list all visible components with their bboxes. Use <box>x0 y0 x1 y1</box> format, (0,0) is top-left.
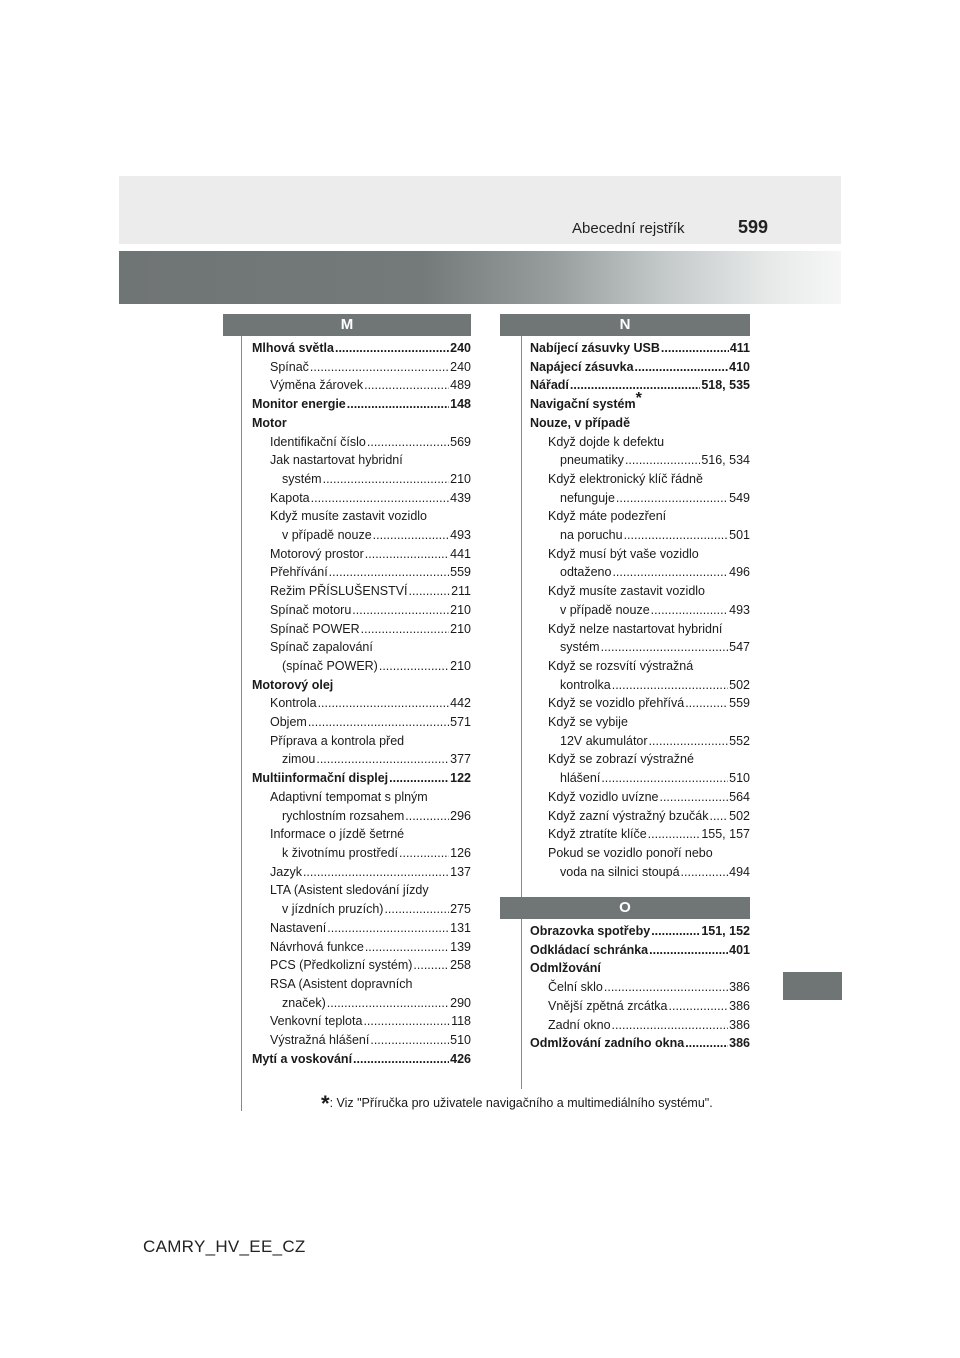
index-list-m <box>252 339 471 1068</box>
entry-term: Když se vozidlo přehřívá <box>548 696 685 711</box>
entry-term: hlášení <box>560 771 601 786</box>
entry-page-ref: 210 <box>450 471 471 486</box>
dot-leader <box>352 601 449 620</box>
dot-leader <box>685 1034 728 1053</box>
entry-page-ref: 122 <box>450 771 471 786</box>
entry-page-ref: 442 <box>450 696 471 711</box>
column-divider-left <box>241 336 242 1111</box>
index-entry <box>252 863 471 882</box>
dot-leader <box>373 526 449 545</box>
entry-term: Napájecí zásuvka <box>530 359 634 374</box>
entry-term: Když se rozsvítí výstražná <box>548 658 694 673</box>
entry-term: Když dojde k defektu <box>548 434 665 449</box>
entry-term: pneumatiky <box>560 453 624 468</box>
index-entry <box>530 563 750 582</box>
index-entry <box>530 978 750 997</box>
entry-page-ref: 410 <box>729 359 750 374</box>
entry-page-ref: 210 <box>450 621 471 636</box>
entry-term: kontrolka <box>560 677 611 692</box>
index-entry <box>530 507 750 526</box>
index-entry <box>530 1016 750 1035</box>
index-entry <box>252 582 471 601</box>
entry-term: Když vozidlo uvízne <box>548 789 659 804</box>
index-entry <box>530 389 750 414</box>
index-entry <box>530 657 750 676</box>
dot-leader <box>681 863 729 882</box>
entry-page-ref: 137 <box>450 864 471 879</box>
entry-term: Nářadí <box>530 378 569 393</box>
entry-term: Odmlžování <box>530 961 601 976</box>
index-entry <box>252 339 471 358</box>
entry-term: Režim PŘÍSLUŠENSTVÍ <box>270 584 408 599</box>
index-entry <box>530 545 750 564</box>
index-entry <box>252 807 471 826</box>
index-entry <box>252 489 471 508</box>
entry-page-ref: 564 <box>729 789 750 804</box>
dot-leader <box>399 844 449 863</box>
entry-term: Spínač zapalování <box>270 640 373 655</box>
page-title: Abecední rejstřík <box>572 220 685 237</box>
entry-term: Identifikační číslo <box>270 434 366 449</box>
entry-page-ref: 501 <box>729 528 750 543</box>
index-entry <box>530 732 750 751</box>
entry-term: Jak nastartovat hybridní <box>270 453 403 468</box>
dot-leader <box>649 941 728 960</box>
dot-leader <box>347 395 449 414</box>
entry-page-ref: 211 <box>451 584 471 599</box>
index-entry <box>252 750 471 769</box>
entry-term: odtaženo <box>560 565 612 580</box>
index-entry <box>252 994 471 1013</box>
entry-term: Když ztratíte klíče <box>548 827 647 842</box>
entry-term: Když máte podezření <box>548 509 667 524</box>
index-entry <box>530 676 750 695</box>
entry-page-ref: 131 <box>450 920 471 935</box>
entry-page-ref: 493 <box>450 528 471 543</box>
index-entry <box>252 900 471 919</box>
dot-leader <box>303 863 449 882</box>
entry-term: Přehřívání <box>270 565 328 580</box>
dot-leader <box>308 713 449 732</box>
entry-page-ref: 139 <box>450 939 471 954</box>
index-entry <box>252 975 471 994</box>
entry-page-ref: 240 <box>450 359 471 374</box>
entry-term: Informace o jízdě šetrné <box>270 827 405 842</box>
entry-page-ref: 210 <box>450 658 471 673</box>
entry-term: Když nelze nastartovat hybridní <box>548 621 723 636</box>
entry-page-ref: 496 <box>729 565 750 580</box>
dot-leader <box>624 526 729 545</box>
entry-term: 12V akumulátor <box>560 733 648 748</box>
dot-leader <box>379 657 449 676</box>
entry-term: Adaptivní tempomat s plným <box>270 789 428 804</box>
index-entry <box>530 844 750 863</box>
index-entry <box>252 881 471 900</box>
entry-page-ref: 290 <box>450 995 471 1010</box>
entry-term: Vnější zpětná zrcátka <box>548 998 668 1013</box>
entry-term: Když musí být vaše vozidlo <box>548 546 699 561</box>
index-entry <box>252 676 471 695</box>
dot-leader <box>370 1031 449 1050</box>
entry-term: LTA (Asistent sledování jízdy <box>270 883 429 898</box>
dot-leader <box>384 900 449 919</box>
index-entry <box>530 601 750 620</box>
dot-leader <box>361 620 450 639</box>
entry-term: Spínač <box>270 359 309 374</box>
footnote-star: * <box>321 1091 330 1116</box>
entry-term: Multiinformační displej <box>252 771 389 786</box>
entry-page-ref: 155, 157 <box>701 827 750 842</box>
index-entry <box>530 959 750 978</box>
dot-leader <box>651 601 728 620</box>
page-number: 599 <box>738 217 769 237</box>
entry-term: Kapota <box>270 490 310 505</box>
entry-term: nefunguje <box>560 490 615 505</box>
entry-term: v jízdních pruzích) <box>282 902 384 917</box>
entry-term: systém <box>282 471 322 486</box>
entry-term: Obrazovka spotřeby <box>530 924 651 938</box>
footnote-marker: * <box>635 389 642 407</box>
entry-term: RSA (Asistent dopravních <box>270 976 413 991</box>
dot-leader <box>685 694 728 713</box>
section-header-n: N <box>500 314 750 336</box>
index-entry <box>252 507 471 526</box>
dot-leader <box>365 545 449 564</box>
entry-page-ref: 559 <box>729 696 750 711</box>
entry-term: Mytí a voskování <box>252 1051 353 1066</box>
index-entry <box>252 844 471 863</box>
dot-leader <box>389 769 449 788</box>
index-entry <box>530 339 750 358</box>
index-entry <box>252 956 471 975</box>
entry-page-ref: 377 <box>450 752 471 767</box>
index-entry <box>252 395 471 414</box>
index-entry <box>530 451 750 470</box>
entry-term: Čelní sklo <box>548 980 603 995</box>
entry-page-ref: 386 <box>729 1017 750 1032</box>
dot-leader <box>327 994 449 1013</box>
index-entry <box>530 750 750 769</box>
entry-page-ref: 386 <box>729 1036 750 1051</box>
index-entry <box>252 694 471 713</box>
entry-term: Zadní okno <box>548 1017 611 1032</box>
entry-page-ref: 493 <box>729 602 750 617</box>
entry-term: Výstražná hlášení <box>270 1033 370 1048</box>
entry-term: Když se zobrazí výstražné <box>548 752 694 767</box>
dot-leader <box>651 922 700 941</box>
entry-term: Když zazní výstražný bzučák <box>548 808 709 823</box>
dot-leader <box>353 1050 449 1069</box>
entry-term: Když musíte zastavit vozidlo <box>270 509 428 524</box>
entry-term: Příprava a kontrola před <box>270 733 405 748</box>
entry-term: Kontrola <box>270 696 317 711</box>
entry-page-ref: 401 <box>729 942 750 957</box>
entry-page-ref: 126 <box>450 845 471 860</box>
section-header-o: O <box>500 897 750 919</box>
index-entry <box>252 769 471 788</box>
index-entry <box>252 938 471 957</box>
entry-page-ref: 151, 152 <box>701 924 750 938</box>
entry-term: PCS (Předkolizní systém) <box>270 958 413 973</box>
dot-leader <box>616 489 728 508</box>
entry-page-ref: 386 <box>729 980 750 995</box>
index-entry <box>530 489 750 508</box>
entry-term: voda na silnici stoupá <box>560 864 680 879</box>
entry-term: Jazyk <box>270 864 302 879</box>
entry-term: Pokud se vozidlo ponoří nebo <box>548 845 713 860</box>
index-entry <box>252 1050 471 1069</box>
dot-leader <box>649 732 729 751</box>
index-entry <box>530 941 750 960</box>
index-entry <box>530 788 750 807</box>
index-entry <box>530 470 750 489</box>
entry-term: Návrhová funkce <box>270 939 364 954</box>
entry-page-ref: 569 <box>450 434 471 449</box>
dot-leader <box>604 978 728 997</box>
index-entry <box>530 1034 750 1053</box>
dot-leader <box>625 451 700 470</box>
entry-term: Když elektronický klíč řádně <box>548 471 703 486</box>
entry-page-ref: 559 <box>450 565 471 580</box>
entry-term: rychlostním rozsahem <box>282 808 405 823</box>
index-entry <box>530 526 750 545</box>
entry-page-ref: 386 <box>729 998 750 1013</box>
entry-page-ref: 118 <box>451 1014 471 1029</box>
index-entry <box>252 657 471 676</box>
index-entry <box>530 582 750 601</box>
entry-term: Odmlžování zadního okna <box>530 1036 685 1051</box>
index-list-o <box>530 922 750 1053</box>
dot-leader <box>601 638 729 657</box>
index-entry <box>252 470 471 489</box>
entry-term: Nastavení <box>270 920 327 935</box>
index-entry <box>252 601 471 620</box>
dot-leader <box>659 788 728 807</box>
entry-term: Motor <box>252 415 287 430</box>
entry-page-ref: 210 <box>450 602 471 617</box>
entry-page-ref: 547 <box>729 640 750 655</box>
index-entry <box>530 807 750 826</box>
index-entry <box>252 620 471 639</box>
entry-page-ref: 439 <box>450 490 471 505</box>
dot-leader <box>310 358 449 377</box>
index-side-tab <box>783 972 842 1000</box>
entry-page-ref: 494 <box>729 864 750 879</box>
dot-leader <box>311 489 450 508</box>
index-entry <box>530 825 750 844</box>
entry-term: Nouze, v případě <box>530 415 631 430</box>
entry-term: Motorový prostor <box>270 546 364 561</box>
section-gradient-bar <box>119 251 841 304</box>
dot-leader <box>316 750 449 769</box>
entry-term: zimou <box>282 752 316 767</box>
entry-term: k životnímu prostředí <box>282 845 399 860</box>
index-entry <box>252 919 471 938</box>
dot-leader <box>335 339 449 358</box>
entry-term: v případě nouze <box>560 602 650 617</box>
index-entry <box>252 713 471 732</box>
index-entry <box>530 620 750 639</box>
dot-leader <box>364 376 449 395</box>
dot-leader <box>323 470 450 489</box>
entry-term: Motorový olej <box>252 677 334 692</box>
entry-page-ref: 240 <box>450 341 471 355</box>
dot-leader <box>365 938 449 957</box>
footnote <box>321 1091 713 1117</box>
entry-term: systém <box>560 640 600 655</box>
entry-page-ref: 502 <box>729 677 750 692</box>
index-entry <box>530 863 750 882</box>
footnote-text: : Viz "Příručka pro uživatele navigačního a multimediálního systému". <box>329 1096 713 1110</box>
index-list-n <box>530 339 750 881</box>
dot-leader <box>327 919 449 938</box>
index-entry <box>252 732 471 751</box>
index-entry <box>252 563 471 582</box>
entry-page-ref: 258 <box>450 958 471 973</box>
dot-leader <box>669 997 729 1016</box>
dot-leader <box>409 582 451 601</box>
entry-term: Spínač motoru <box>270 602 352 617</box>
dot-leader <box>329 563 449 582</box>
header-band <box>119 176 841 244</box>
index-entry <box>530 997 750 1016</box>
entry-page-ref: 552 <box>729 733 750 748</box>
entry-page-ref: 510 <box>729 771 750 786</box>
entry-term: Odkládací schránka <box>530 942 649 957</box>
entry-page-ref: 296 <box>450 808 471 823</box>
entry-term: Monitor energie <box>252 397 346 412</box>
index-entry <box>252 451 471 470</box>
entry-page-ref: 148 <box>450 397 471 412</box>
index-entry <box>530 414 750 433</box>
entry-term: Objem <box>270 715 307 730</box>
dot-leader <box>367 433 449 452</box>
dot-leader <box>709 807 728 826</box>
index-entry <box>252 825 471 844</box>
dot-leader <box>363 1012 450 1031</box>
dot-leader <box>612 676 728 695</box>
entry-term: Mlhová světla <box>252 341 334 355</box>
index-entry <box>252 545 471 564</box>
entry-page-ref: 441 <box>450 546 471 561</box>
index-entry <box>252 526 471 545</box>
index-entry <box>530 433 750 452</box>
entry-page-ref: 426 <box>450 1051 471 1066</box>
entry-page-ref: 489 <box>450 378 471 393</box>
index-entry <box>530 713 750 732</box>
entry-page-ref: 549 <box>729 490 750 505</box>
entry-term: Spínač POWER <box>270 621 360 636</box>
index-entry <box>530 638 750 657</box>
dot-leader <box>405 807 449 826</box>
dot-leader <box>635 358 729 377</box>
entry-page-ref: 516, 534 <box>701 453 750 468</box>
dot-leader <box>661 339 729 358</box>
entry-term: (spínač POWER) <box>282 658 378 673</box>
dot-leader <box>612 563 728 582</box>
entry-term: v případě nouze <box>282 528 372 543</box>
dot-leader <box>413 956 449 975</box>
dot-leader <box>612 1016 729 1035</box>
entry-term: Když se vybije <box>548 715 628 730</box>
index-entry <box>252 638 471 657</box>
entry-term: značek) <box>282 995 326 1010</box>
index-entry <box>252 376 471 395</box>
index-entry <box>252 1012 471 1031</box>
entry-page-ref: 502 <box>729 808 750 823</box>
index-entry <box>530 694 750 713</box>
dot-leader <box>318 694 450 713</box>
index-entry <box>530 769 750 788</box>
entry-term: Nabíjecí zásuvky USB <box>530 341 660 355</box>
document-code: CAMRY_HV_EE_CZ <box>143 1237 306 1256</box>
column-divider-middle <box>521 336 522 1089</box>
section-header-m: M <box>223 314 471 336</box>
dot-leader <box>648 825 701 844</box>
entry-page-ref: 510 <box>450 1033 471 1048</box>
index-entry <box>252 433 471 452</box>
entry-term: Navigační systém <box>530 397 636 412</box>
entry-page-ref: 571 <box>450 715 471 730</box>
entry-page-ref: 411 <box>729 341 750 355</box>
entry-page-ref: 518, 535 <box>701 378 750 393</box>
entry-term: Výměna žárovek <box>270 378 364 393</box>
entry-term: na poruchu <box>560 528 623 543</box>
index-entry <box>252 788 471 807</box>
entry-page-ref: 275 <box>450 902 471 917</box>
index-entry <box>530 358 750 377</box>
index-entry <box>252 1031 471 1050</box>
entry-term: Když musíte zastavit vozidlo <box>548 584 706 599</box>
entry-term: Venkovní teplota <box>270 1014 363 1029</box>
index-entry <box>530 922 750 941</box>
dot-leader <box>601 769 728 788</box>
index-entry <box>252 414 471 433</box>
index-entry <box>252 358 471 377</box>
